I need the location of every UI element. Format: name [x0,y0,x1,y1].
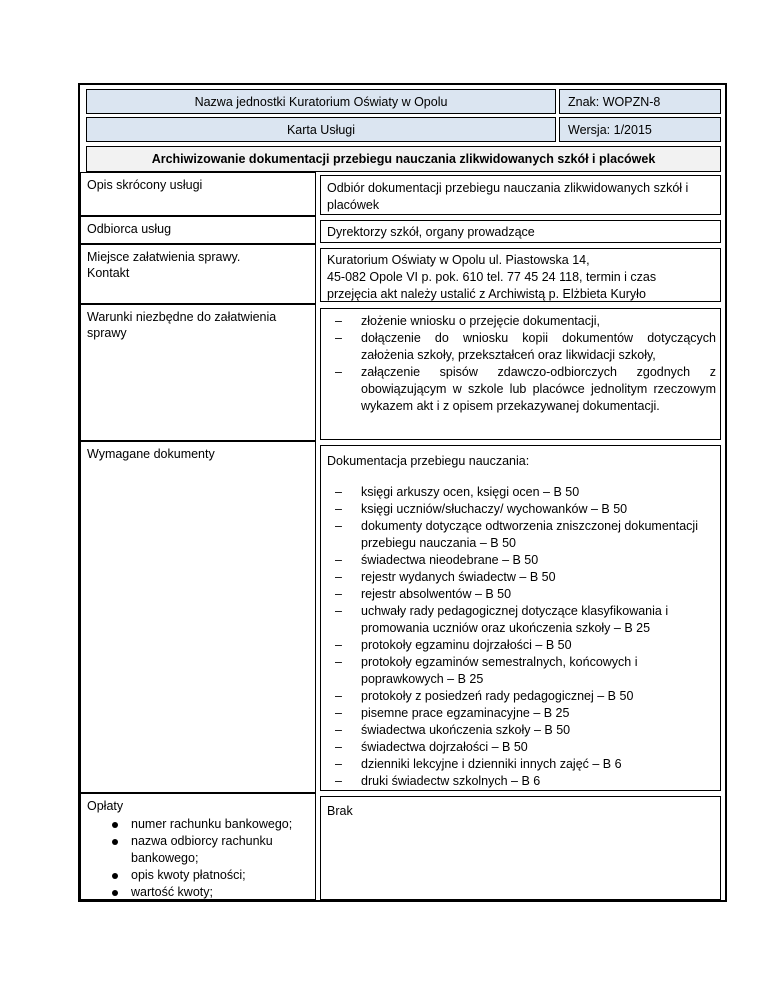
recipient-value-cell [320,220,721,243]
summary-value-cell [320,175,721,215]
document-item: – protokoły egzaminu dojrzałości – B 50 [321,637,716,654]
document-item: – księgi uczniów/słuchaczy/ wychowanków – B 50 [321,501,716,518]
conditions-item: – dołączenie do wniosku kopii dokumentów dotyczących założenia szkoły, przekształceń oraz likwidacji szkoły, [321,330,716,364]
place-value-line1: Kuratorium Oświaty w Opolu ul. Piastowska 14, [327,253,590,267]
document-item: – druki świadectw szkolnych – B 6 [321,773,716,790]
fees-item: numer rachunku bankowego; [87,816,309,833]
document-item: – rejestr absolwentów – B 50 [321,586,716,603]
place-label-line2: Kontakt [87,266,130,280]
document-item: – świadectwa nieodebrane – B 50 [321,552,716,569]
card-label: Karta Usługi [286,122,356,137]
document-item: – uchwały rady pedagogicznej dotyczące klasyfikowania i promowania uczniów oraz ukończenia szkoły – B 25 [321,603,716,637]
unit-name: Nazwa jednostki Kuratorium Oświaty w Opolu [194,94,448,109]
fees-value: Brak [327,804,353,818]
conditions-label: Warunki niezbędne do załatwienia sprawy [87,310,277,340]
place-value-line3: przejęcia akt należy ustalić z Archiwistą p. Elżbieta Kuryło [327,287,646,301]
conditions-value-cell [320,308,721,440]
conditions-item: – załączenie spisów zdawczo-odbiorczych zgodnych z obowiązującym w szkole lub placówce jednolitym rzeczowym wykazem akt i z opisem przekazywanej dokumentacji. [321,364,716,415]
documents-label: Wymagane dokumenty [87,447,215,461]
recipient-label: Odbiorca usług [87,222,172,236]
document-item: – pisemne prace egzaminacyjne – B 25 [321,705,716,722]
document-item: – protokoły egzaminów semestralnych, końcowych i poprawkowych – B 25 [321,654,716,688]
conditions-list [321,313,716,415]
document-item: – księgi arkuszy ocen, księgi ocen – B 50 [321,484,716,501]
document-item: – protokoły z posiedzeń rady pedagogicznej – B 50 [321,688,716,705]
fees-value-cell [320,796,721,900]
summary-label-cell [80,172,316,216]
service-title: Archiwizowanie dokumentacji przebiegu nauczania zlikwidowanych szkół i placówek [151,152,656,166]
document-item: – dokumenty dotyczące odtworzenia zniszczonej dokumentacji przebiegu nauczania – B 50 [321,518,716,552]
fees-label: Opłaty [87,799,124,813]
recipient-value: Dyrektorzy szkół, organy prowadzące [327,225,535,239]
documents-value-cell [320,445,721,791]
documents-label-cell [80,441,316,793]
summary-value: Odbiór dokumentacji przebiegu nauczania zlikwidowanych szkół i placówek [327,181,689,212]
fees-item: wartość kwoty; [87,884,309,901]
fees-item: opis kwoty płatności; [87,867,309,884]
version-label: Wersja: 1/2015 [568,122,652,137]
code-cell [559,89,721,114]
documents-list [321,484,716,790]
place-label-line1: Miejsce załatwienia sprawy. [87,250,241,264]
document-item: – świadectwa ukończenia szkoły – B 50 [321,722,716,739]
fees-label-cell [80,793,316,900]
version-cell [559,117,721,142]
place-value-cell [320,248,721,302]
document-code: Znak: WOPZN-8 [568,94,661,109]
conditions-item: – złożenie wniosku o przejęcie dokumentacji, [321,313,716,330]
document-item: – rejestr wydanych świadectw – B 50 [321,569,716,586]
fees-list [87,816,309,901]
place-value-line2: 45-082 Opole VI p. pok. 610 tel. 77 45 24 118, termin i czas [327,270,657,284]
recipient-label-cell [80,216,316,244]
documents-intro: Dokumentacja przebiegu nauczania: [327,454,530,468]
service-title-cell [86,146,721,172]
summary-label: Opis skrócony usługi [87,178,203,192]
document-item: – świadectwa dojrzałości – B 50 [321,739,716,756]
fees-item: nazwa odbiorcy rachunku bankowego; [87,833,309,867]
conditions-label-cell [80,304,316,441]
place-label-cell [80,244,316,304]
document-item: – dzienniki lekcyjne i dzienniki innych zajęć – B 6 [321,756,716,773]
card-cell [86,117,556,142]
unit-name-cell [86,89,556,114]
